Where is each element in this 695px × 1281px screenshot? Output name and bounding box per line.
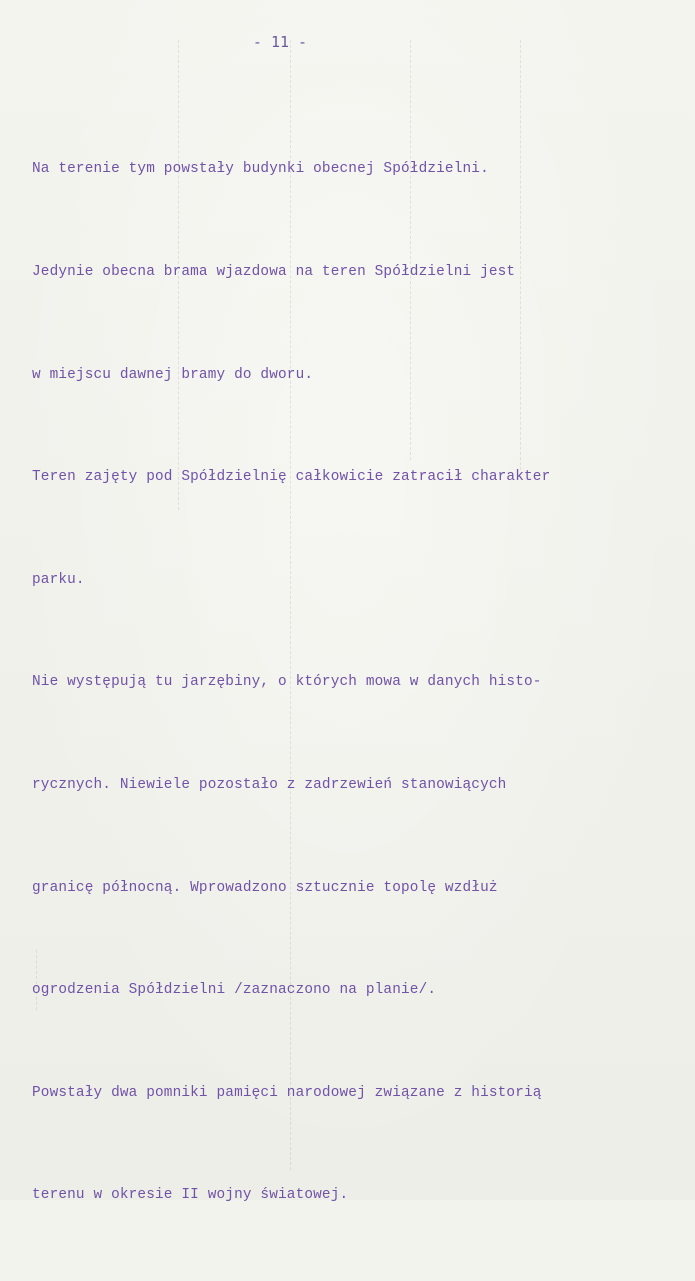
text-line: rycznych. Niewiele pozostało z zadrzewień stanowiących <box>32 776 507 793</box>
text-line: parku. <box>32 571 85 588</box>
text-line: Na terenie tym powstały budynki obecnej Spółdzielni. <box>32 161 489 178</box>
text-line: Teren zajęty pod Spółdzielnię całkowicie zatracił charakter <box>32 469 551 486</box>
text-line: w miejscu dawnej bramy do dworu. <box>32 366 314 383</box>
typed-text-body <box>32 84 672 1281</box>
text-line: granicę północną. Wprowadzono sztucznie topolę wzdłuż <box>32 879 498 896</box>
page-number: - 11 - <box>252 33 308 51</box>
text-line: Powstały dwa pomniki pamięci narodowej związane z historią <box>32 1084 542 1101</box>
text-line: terenu w okresie II wojny światowej. <box>32 1187 349 1204</box>
text-line: Nie występują tu jarzębiny, o których mowa w danych histo- <box>32 674 542 691</box>
text-line: ogrodzenia Spółdzielni /zaznaczono na planie/. <box>32 982 437 999</box>
text-line: Jedynie obecna brama wjazdowa na teren Spółdzielni jest <box>32 264 516 280</box>
